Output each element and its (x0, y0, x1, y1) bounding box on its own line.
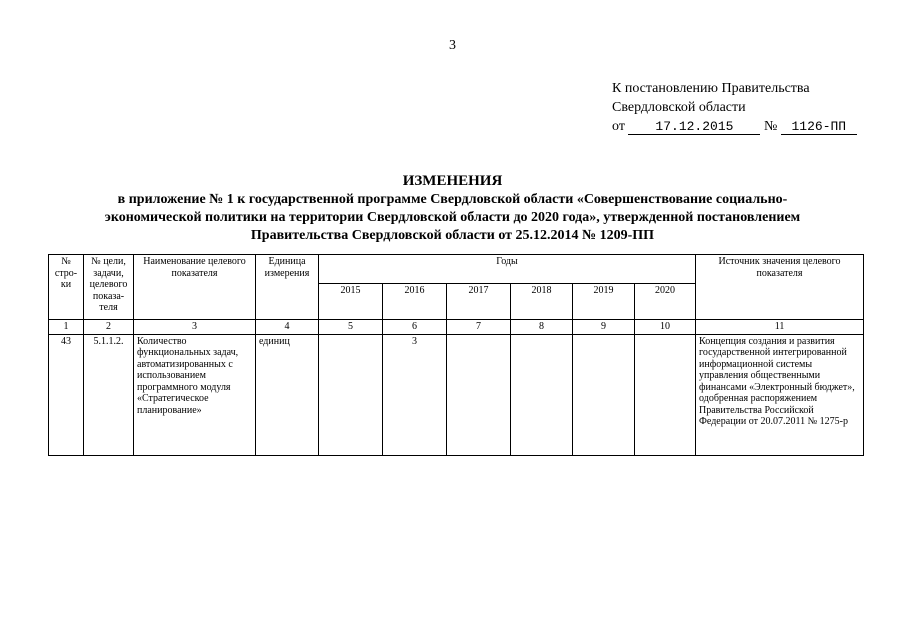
changes-table (48, 254, 864, 456)
year-cell: 2015 (319, 284, 383, 320)
cell-value-2015 (319, 334, 383, 455)
cell-goal-no: 5.1.1.2. (84, 334, 134, 455)
column-number: 8 (511, 320, 573, 335)
year-cell: 2019 (573, 284, 635, 320)
header-indicator: Наименование целевого показателя (134, 255, 256, 320)
column-number: 4 (256, 320, 319, 335)
number-prefix: № (763, 119, 778, 134)
column-number: 11 (696, 320, 864, 335)
cell-value-2020 (635, 334, 696, 455)
table-row (49, 334, 864, 455)
column-number: 7 (447, 320, 511, 335)
cell-value-2017 (447, 334, 511, 455)
cell-source: Концепция создания и развития государственной интегрированной информационной системы управления общественными финансами «Электронный бюджет», одобренная распоряжением Правительства Российской Федерации от 20.07.2011 № 1275-р (696, 334, 864, 455)
column-number: 3 (134, 320, 256, 335)
resolution-number: 1126-ПП (781, 119, 857, 135)
resolution-line-2: Свердловской области (612, 100, 746, 115)
column-number: 1 (49, 320, 84, 335)
document-heading (20, 172, 885, 245)
year-cell: 2016 (383, 284, 447, 320)
column-number: 9 (573, 320, 635, 335)
header-row-no: № стро-ки (49, 255, 84, 320)
column-number: 5 (319, 320, 383, 335)
header-row (49, 255, 864, 284)
heading-line-3: Правительства Свердловской области от 25.12.2014 № 1209-ПП (250, 228, 655, 243)
header-goal-no: № цели, задачи, целевого показа-теля (84, 255, 134, 320)
page-number: 3 (449, 38, 456, 53)
heading-line-2: экономической политики на территории Свердловской области до 2020 года», утвержденной постановлением (104, 210, 801, 225)
cell-unit: единиц (256, 334, 319, 455)
cell-value-2018 (511, 334, 573, 455)
heading-line-1: в приложение № 1 к государственной программе Свердловской области «Совершенствование социально- (117, 192, 788, 207)
cell-row-no: 43 (49, 334, 84, 455)
column-number: 2 (84, 320, 134, 335)
header-unit: Единица измерения (256, 255, 319, 320)
cell-indicator: Количество функциональных задач, автоматизированных с использованием программного модуля «Стратегическое планирование» (134, 334, 256, 455)
header-years: Годы (319, 255, 696, 284)
header-source: Источник значения целевого показателя (696, 255, 864, 320)
resolution-date-line (612, 117, 857, 136)
resolution-date: 17.12.2015 (628, 119, 760, 135)
date-prefix: от (612, 119, 625, 134)
column-number: 10 (635, 320, 696, 335)
year-cell: 2017 (447, 284, 511, 320)
resolution-line-1: К постановлению Правительства (612, 81, 810, 96)
document-title: ИЗМЕНЕНИЯ (402, 173, 503, 189)
resolution-reference (612, 79, 857, 136)
column-number: 6 (383, 320, 447, 335)
column-number-row (49, 320, 864, 335)
cell-value-2016: 3 (383, 334, 447, 455)
year-cell: 2018 (511, 284, 573, 320)
cell-value-2019 (573, 334, 635, 455)
year-cell: 2020 (635, 284, 696, 320)
